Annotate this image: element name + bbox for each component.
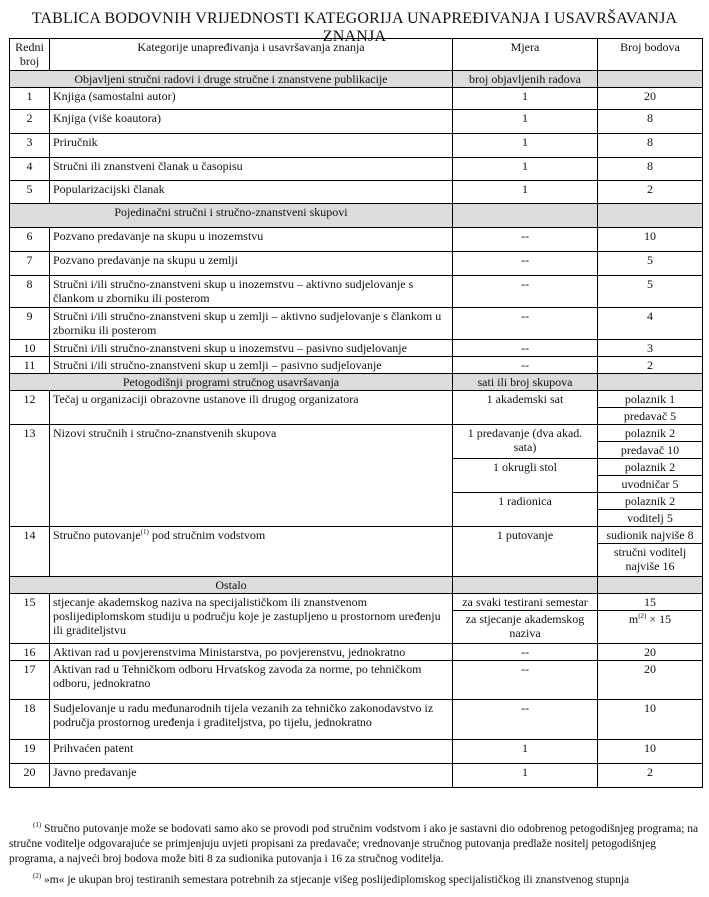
row-mjera: 1 putovanje xyxy=(453,527,598,577)
row-mjera: -- xyxy=(453,700,598,740)
header-category: Kategorije unapređivanja i usavršavanja znanja xyxy=(50,39,453,71)
row-text: Javno predavanje xyxy=(50,764,453,788)
table-row xyxy=(10,391,703,408)
row-num: 17 xyxy=(10,661,50,700)
row-mjera: 1 xyxy=(453,134,598,158)
row-num: 16 xyxy=(10,644,50,661)
row-bodovi: 8 xyxy=(598,134,703,158)
row-num: 18 xyxy=(10,700,50,740)
row-bodovi: 4 xyxy=(598,308,703,340)
table-row xyxy=(10,740,703,764)
table-row xyxy=(10,700,703,740)
row-bodovi: 5 xyxy=(598,252,703,276)
row-mjera: 1 radionica xyxy=(453,493,598,527)
row-text: Nizovi stručnih i stručno-znanstvenih skupova xyxy=(50,425,453,527)
row-text-part: Stručno putovanje xyxy=(53,528,141,542)
row-text xyxy=(50,527,453,577)
row-text: Stručni ili znanstveni članak u časopisu xyxy=(50,158,453,181)
table-row xyxy=(10,134,703,158)
row-mjera: -- xyxy=(453,276,598,308)
section-bodovi xyxy=(598,577,703,594)
table-row xyxy=(10,594,703,611)
row-mjera: 1 predavanje (dva akad. sata) xyxy=(453,425,598,459)
row-text: Stručni i/ili stručno-znanstveni skup u zemlji – aktivno sudjelovanje s člankom u zborniku ili posterom xyxy=(50,308,453,340)
row-text-part: pod stručnim vodstvom xyxy=(148,528,266,542)
footnote-text: »m« je ukupan broj testiranih semestara potrebnih za stjecanje višeg poslijediplomskog specijalističkog ili znanstvenog stupnja xyxy=(41,874,630,886)
row-num: 15 xyxy=(10,594,50,644)
table-row xyxy=(10,357,703,374)
row-mjera: 1 xyxy=(453,764,598,788)
section-bodovi xyxy=(598,71,703,88)
row-bodovi: polaznik 2 xyxy=(598,493,703,510)
row-bodovi: 20 xyxy=(598,644,703,661)
row-mjera: -- xyxy=(453,644,598,661)
row-num: 11 xyxy=(10,357,50,374)
footnote-text: Stručno putovanje može se bodovati samo ako se provodi pod stručnim vodstvom i ako je sastavni dio odobrenog petogodišnjeg programa; na stručne voditelje odgovarajuće se primjenjuju uvjeti propisani za predavače; vrednovanje stručnog putovanja predlaže nositelj petogodišnjeg programa, a najveći broj bodova može biti 8 za sudionika putovanja i 16 za stručnog voditelja. xyxy=(9,823,699,865)
row-text: Prihvaćen patent xyxy=(50,740,453,764)
points-table xyxy=(9,38,703,788)
row-bodovi: 8 xyxy=(598,110,703,134)
table-row xyxy=(10,181,703,204)
table-row xyxy=(10,276,703,308)
row-bodovi: voditelj 5 xyxy=(598,510,703,527)
header-bodovi: Broj bodova xyxy=(598,39,703,71)
section-row xyxy=(10,577,703,594)
row-num: 19 xyxy=(10,740,50,764)
row-mjera: -- xyxy=(453,357,598,374)
row-mjera: -- xyxy=(453,252,598,276)
section-mjera: sati ili broj skupova xyxy=(453,374,598,391)
row-text: Knjiga (više koautora) xyxy=(50,110,453,134)
row-mjera: 1 okrugli stol xyxy=(453,459,598,493)
row-mjera: za svaki testirani semestar xyxy=(453,594,598,611)
footnote-mark: (1) xyxy=(33,821,42,830)
row-bodovi: 2 xyxy=(598,357,703,374)
section-bodovi xyxy=(598,374,703,391)
row-bodovi: polaznik 2 xyxy=(598,425,703,442)
row-text: Priručnik xyxy=(50,134,453,158)
row-bodovi: 20 xyxy=(598,661,703,700)
row-bodovi: 10 xyxy=(598,228,703,252)
row-bodovi: polaznik 1 xyxy=(598,391,703,408)
section-row xyxy=(10,374,703,391)
row-num: 2 xyxy=(10,110,50,134)
section-mjera: broj objavljenih radova xyxy=(453,71,598,88)
row-text: stjecanje akademskog naziva na specijalističkom ili znanstvenom poslijediplomskom studiju u području koje je zastupljeno u prostornom uređenju ili graditeljstvu xyxy=(50,594,453,644)
row-bodovi: 5 xyxy=(598,276,703,308)
row-num: 14 xyxy=(10,527,50,577)
row-bodovi: predavač 5 xyxy=(598,408,703,425)
row-bodovi: predavač 10 xyxy=(598,442,703,459)
row-text: Sudjelovanje u radu međunarodnih tijela vezanih za tehničko zakonodavstvo iz područja prostornog uređenja i graditeljstva, po tijelu, jednokratno xyxy=(50,700,453,740)
row-num: 12 xyxy=(10,391,50,425)
row-bodovi: 10 xyxy=(598,700,703,740)
row-bodovi xyxy=(598,611,703,644)
row-bodovi: 3 xyxy=(598,340,703,357)
table-row xyxy=(10,527,703,544)
row-text: Stručni i/ili stručno-znanstveni skup u inozemstvu – pasivno sudjelovanje xyxy=(50,340,453,357)
row-mjera: 1 akademski sat xyxy=(453,391,598,425)
row-num: 20 xyxy=(10,764,50,788)
row-text: Knjiga (samostalni autor) xyxy=(50,88,453,110)
footnote-ref: (2) xyxy=(638,612,647,620)
row-bodovi: 20 xyxy=(598,88,703,110)
row-text: Aktivan rad u Tehničkom odboru Hrvatskog zavoda za norme, po tehničkom odboru, jednokratno xyxy=(50,661,453,700)
row-bodovi: sudionik najviše 8 xyxy=(598,527,703,544)
table-row xyxy=(10,764,703,788)
row-bodovi: 2 xyxy=(598,764,703,788)
row-text: Popularizacijski članak xyxy=(50,181,453,204)
formula-part: m xyxy=(628,612,639,626)
footnote-1 xyxy=(9,822,702,867)
table-row xyxy=(10,158,703,181)
table-row xyxy=(10,425,703,442)
row-num: 10 xyxy=(10,340,50,357)
row-mjera: 1 xyxy=(453,88,598,110)
footnotes xyxy=(9,822,702,894)
section-label: Petogodišnji programi stručnog usavršavanja xyxy=(10,374,453,391)
document-title: TABLICA BODOVNIH VRIJEDNOSTI KATEGORIJA UNAPREĐIVANJA I USAVRŠAVANJA ZNANJA xyxy=(31,10,678,45)
row-num: 1 xyxy=(10,88,50,110)
row-bodovi: polaznik 2 xyxy=(598,459,703,476)
header-num: Redni broj xyxy=(10,39,50,71)
row-text: Pozvano predavanje na skupu u inozemstvu xyxy=(50,228,453,252)
table-row xyxy=(10,88,703,110)
row-num: 4 xyxy=(10,158,50,181)
row-bodovi: 15 xyxy=(598,594,703,611)
table-row xyxy=(10,340,703,357)
row-mjera: 1 xyxy=(453,158,598,181)
table-row xyxy=(10,228,703,252)
table-row xyxy=(10,110,703,134)
table-row xyxy=(10,252,703,276)
row-num: 3 xyxy=(10,134,50,158)
row-num: 9 xyxy=(10,308,50,340)
table-row xyxy=(10,644,703,661)
row-bodovi: 10 xyxy=(598,740,703,764)
row-text: Pozvano predavanje na skupu u zemlji xyxy=(50,252,453,276)
row-num: 8 xyxy=(10,276,50,308)
row-mjera: -- xyxy=(453,308,598,340)
row-num: 5 xyxy=(10,181,50,204)
row-bodovi: 2 xyxy=(598,181,703,204)
row-text: Stručni i/ili stručno-znanstveni skup u inozemstvu – aktivno sudjelovanje s člankom u zborniku ili posterom xyxy=(50,276,453,308)
row-text: Stručni i/ili stručno-znanstveni skup u zemlji – pasivno sudjelovanje xyxy=(50,357,453,374)
section-label: Objavljeni stručni radovi i druge stručne i znanstvene publikacije xyxy=(10,71,453,88)
footnote-ref: (1) xyxy=(140,528,149,536)
row-mjera: 1 xyxy=(453,181,598,204)
section-row xyxy=(10,71,703,88)
row-bodovi: uvodničar 5 xyxy=(598,476,703,493)
row-num: 13 xyxy=(10,425,50,527)
footnote-mark: (2) xyxy=(33,872,42,881)
row-bodovi: stručni voditelj najviše 16 xyxy=(598,544,703,577)
table-row xyxy=(10,661,703,700)
section-bodovi xyxy=(598,204,703,228)
row-mjera: 1 xyxy=(453,110,598,134)
row-mjera: 1 xyxy=(453,740,598,764)
row-mjera: -- xyxy=(453,661,598,700)
section-mjera xyxy=(453,577,598,594)
section-mjera xyxy=(453,204,598,228)
table-header-row xyxy=(10,39,703,71)
table-row xyxy=(10,308,703,340)
row-num: 7 xyxy=(10,252,50,276)
row-mjera: -- xyxy=(453,228,598,252)
row-num: 6 xyxy=(10,228,50,252)
header-mjera: Mjera xyxy=(453,39,598,71)
row-mjera: za stjecanje akademskog naziva xyxy=(453,611,598,644)
formula-part: × 15 xyxy=(646,612,672,626)
section-label: Pojedinačni stručni i stručno-znanstveni skupovi xyxy=(10,204,453,228)
section-row xyxy=(10,204,703,228)
row-text: Tečaj u organizaciji obrazovne ustanove ili drugog organizatora xyxy=(50,391,453,425)
row-bodovi: 8 xyxy=(598,158,703,181)
row-text: Aktivan rad u povjerenstvima Ministarstva, po povjerenstvu, jednokratno xyxy=(50,644,453,661)
footnote-2 xyxy=(9,873,702,888)
section-label: Ostalo xyxy=(10,577,453,594)
row-mjera: -- xyxy=(453,340,598,357)
